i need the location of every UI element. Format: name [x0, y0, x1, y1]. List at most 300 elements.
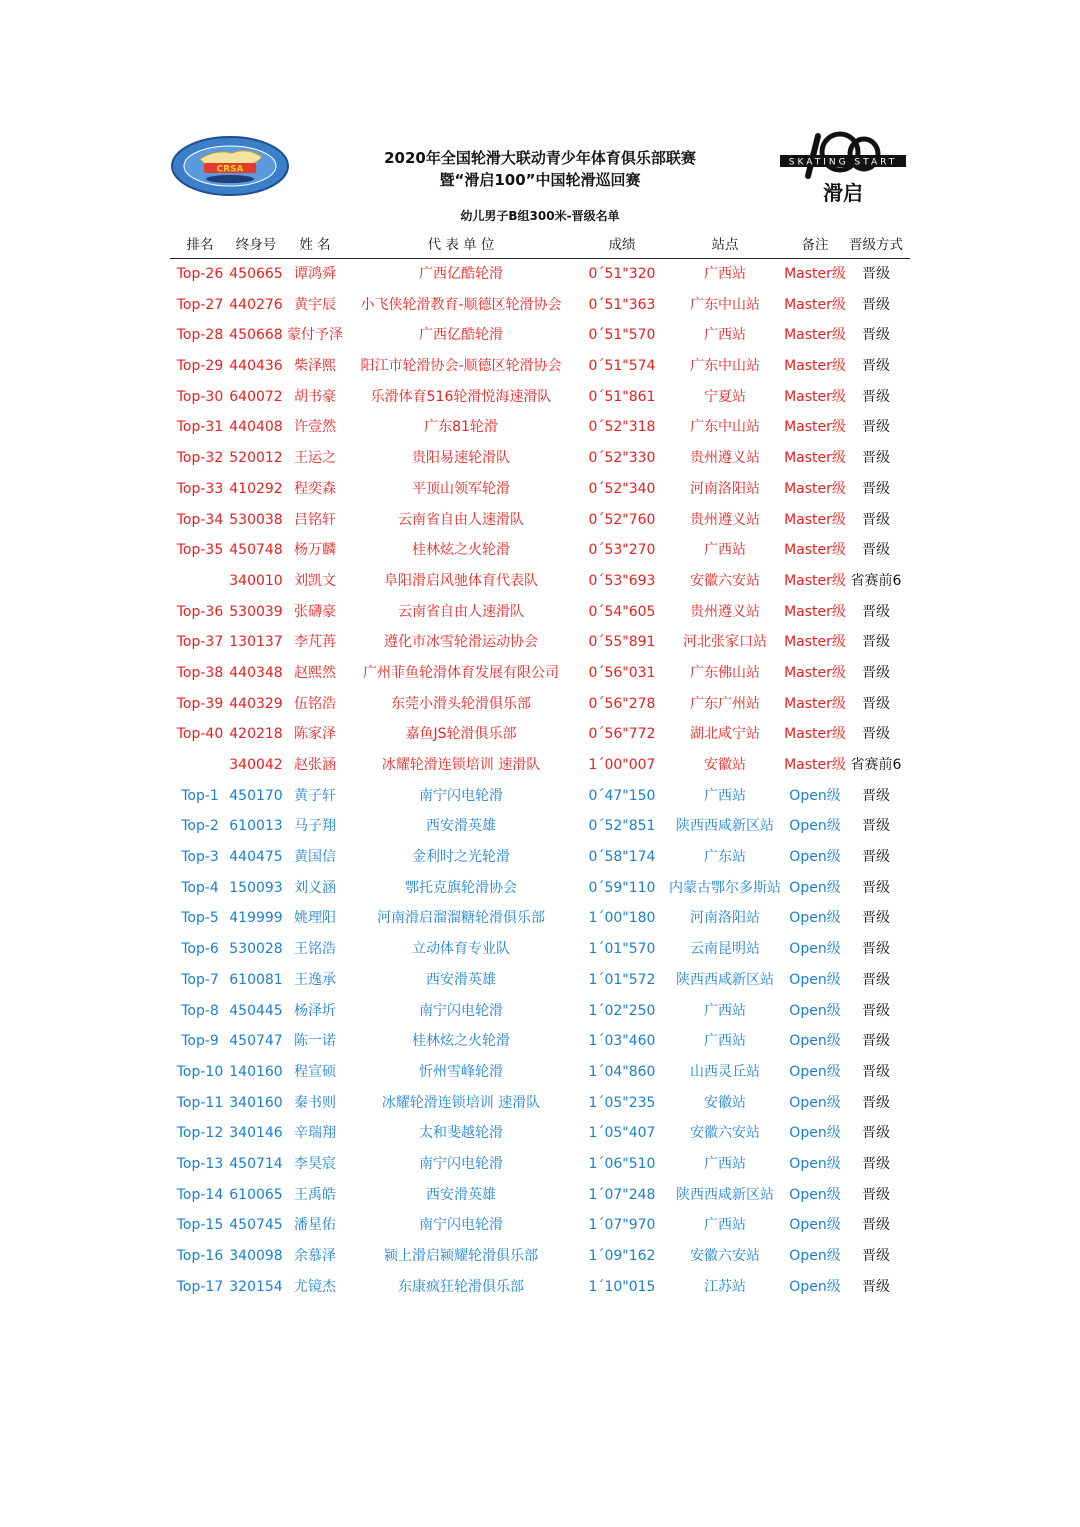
unit-cell: 云南省自由人速滑队	[398, 603, 524, 620]
name-cell: 黄子轩	[294, 787, 336, 804]
name-cell: 程奕森	[294, 480, 336, 497]
advance-cell: 晋级	[862, 695, 890, 712]
name-cell: 胡书豪	[294, 388, 336, 405]
rank-cell: Top-12	[176, 1125, 224, 1142]
id-cell: 150093	[229, 879, 283, 896]
advance-cell: 晋级	[862, 1033, 890, 1050]
unit-cell: 乐滑体育516轮滑悦海速滑队	[370, 388, 552, 405]
unit-cell: 小飞侠轮滑教育-顺德区轮滑协会	[360, 296, 562, 313]
id-cell: 610065	[229, 1186, 283, 1203]
score-cell: 1´04"860	[588, 1063, 656, 1080]
rank-cell: Top-8	[181, 1002, 219, 1019]
rank-cell: Top-31	[176, 419, 224, 436]
table-header	[170, 232, 910, 259]
note-cell: Master级	[784, 511, 846, 528]
advance-cell: 晋级	[862, 1186, 890, 1203]
name-cell: 许壹然	[294, 419, 336, 436]
advance-cell: 晋级	[862, 511, 890, 528]
note-cell: Master级	[784, 388, 846, 405]
unit-cell: 冰耀轮滑连锁培训 速滑队	[381, 1094, 541, 1111]
unit-cell: 西安滑英雄	[426, 971, 496, 988]
name-cell: 姚理阳	[294, 910, 336, 927]
rank-cell: Top-32	[176, 450, 224, 467]
table-row	[170, 750, 910, 781]
name-cell: 杨万麟	[294, 542, 336, 559]
unit-cell: 西安滑英雄	[426, 1186, 496, 1203]
advance-cell: 晋级	[862, 1094, 890, 1111]
note-cell: Master级	[784, 296, 846, 313]
score-cell: 1´09"162	[588, 1248, 656, 1264]
unit-cell: 冰耀轮滑连锁培训 速滑队	[381, 757, 541, 773]
table-row	[170, 412, 910, 443]
id-cell: 340010	[229, 572, 283, 589]
unit-cell: 南宁闪电轮滑	[419, 1002, 503, 1019]
rank-cell: Top-30	[176, 388, 224, 405]
unit-cell: 广西亿酷轮滑	[419, 266, 503, 282]
name-cell: 伍铭浩	[294, 695, 336, 712]
unit-cell: 遵化市冰雪轮滑运动协会	[384, 634, 538, 651]
id-cell: 440475	[229, 849, 283, 866]
advance-cell: 晋级	[862, 849, 890, 866]
rank-cell: Top-38	[176, 664, 224, 681]
advance-cell: 晋级	[862, 726, 890, 743]
header-name: 姓 名	[299, 237, 331, 253]
note-cell: Open级	[789, 1063, 841, 1080]
rank-cell: Top-14	[176, 1186, 224, 1203]
id-cell: 450748	[229, 542, 283, 559]
table-row	[170, 1210, 910, 1241]
site-cell: 广东佛山站	[690, 664, 760, 681]
header-unit: 代 表 单 位	[427, 237, 495, 253]
note-cell: Master级	[784, 327, 846, 344]
score-cell: 1´03"460	[588, 1033, 656, 1050]
site-cell: 贵州遵义站	[690, 511, 760, 528]
unit-cell: 桂林炫之火轮滑	[412, 542, 510, 559]
id-cell: 610013	[229, 818, 283, 835]
name-cell: 吕铭轩	[294, 511, 336, 528]
note-cell: Open级	[789, 1248, 841, 1264]
site-cell: 广东中山站	[690, 296, 760, 313]
header-id: 终身号	[235, 237, 277, 253]
name-cell: 程宣硕	[294, 1063, 336, 1080]
site-cell: 陕西西咸新区站	[676, 818, 774, 835]
name-cell: 刘凯文	[294, 572, 336, 589]
score-cell: 1´05"235	[588, 1094, 656, 1111]
name-cell: 黄宇辰	[294, 296, 336, 313]
score-cell: 0´55"891	[588, 634, 656, 651]
site-cell: 安徽站	[704, 757, 746, 773]
advance-cell: 晋级	[862, 388, 890, 405]
note-cell: Open级	[789, 1186, 841, 1203]
table-row	[170, 873, 910, 904]
id-cell: 340160	[229, 1094, 283, 1111]
note-cell: Open级	[789, 1002, 841, 1019]
site-cell: 安徽六安站	[690, 572, 760, 589]
name-cell: 李芃苒	[294, 634, 336, 651]
advance-cell: 晋级	[862, 1217, 890, 1234]
note-cell: Master级	[784, 695, 846, 712]
note-cell: Master级	[784, 572, 846, 589]
table-row	[170, 689, 910, 720]
table-row	[170, 781, 910, 812]
unit-cell: 南宁闪电轮滑	[419, 1155, 503, 1172]
id-cell: 450665	[229, 266, 283, 282]
skating-start-logo-icon	[778, 128, 908, 208]
unit-cell: 西安滑英雄	[426, 818, 496, 835]
header-score: 成绩	[608, 237, 636, 253]
rank-cell: Top-5	[181, 910, 219, 927]
skating-start-logo-text: SKATING START	[788, 157, 898, 168]
rank-cell: Top-37	[176, 634, 224, 651]
name-cell: 柴泽熙	[294, 358, 336, 375]
advance-cell: 省赛前6	[850, 572, 902, 589]
advance-cell: 晋级	[862, 419, 890, 436]
unit-cell: 广西亿酷轮滑	[419, 327, 503, 344]
header-site: 站点	[711, 237, 739, 253]
unit-cell: 金利时之光轮滑	[412, 849, 510, 866]
name-cell: 蒙付予泽	[287, 327, 343, 344]
table-row	[170, 1241, 910, 1272]
advance-cell: 晋级	[862, 1002, 890, 1019]
name-cell: 余慕泽	[294, 1248, 336, 1264]
name-cell: 王禹皓	[294, 1186, 336, 1203]
site-cell: 广西站	[704, 1155, 746, 1172]
score-cell: 1´00"180	[588, 910, 656, 927]
note-cell: Open级	[789, 941, 841, 958]
unit-cell: 东莞小滑头轮滑俱乐部	[391, 695, 531, 712]
table-row	[170, 996, 910, 1027]
name-cell: 赵熙然	[294, 664, 336, 681]
advance-cell: 晋级	[862, 450, 890, 467]
unit-cell: 立动体育专业队	[412, 941, 510, 958]
note-cell: Master级	[784, 603, 846, 620]
id-cell: 530038	[229, 511, 283, 528]
site-cell: 安徽站	[704, 1094, 746, 1111]
table-row	[170, 566, 910, 597]
results-table	[170, 232, 910, 1302]
rank-cell: Top-36	[176, 603, 224, 620]
advance-cell: 晋级	[862, 971, 890, 988]
id-cell: 520012	[229, 450, 283, 467]
table-row	[170, 1026, 910, 1057]
unit-cell: 南宁闪电轮滑	[419, 787, 503, 804]
score-cell: 1´05"407	[588, 1125, 656, 1142]
table-row	[170, 1272, 910, 1303]
note-cell: Master级	[784, 450, 846, 467]
note-cell: Master级	[784, 358, 846, 375]
score-cell: 1´07"970	[588, 1217, 656, 1234]
score-cell: 1´06"510	[588, 1155, 656, 1172]
unit-cell: 太和斐越轮滑	[419, 1125, 503, 1142]
id-cell: 440329	[229, 695, 283, 712]
site-cell: 河南洛阳站	[690, 910, 760, 927]
table-row	[170, 474, 910, 505]
rank-cell: Top-13	[176, 1155, 224, 1172]
name-cell: 黄国信	[294, 849, 336, 866]
advance-cell: 省赛前6	[850, 757, 902, 773]
table-row	[170, 290, 910, 321]
id-cell: 450170	[229, 787, 283, 804]
name-cell: 辛瑞翔	[294, 1125, 336, 1142]
table-row	[170, 1180, 910, 1211]
score-cell: 1´00"007	[588, 757, 656, 773]
table-row	[170, 597, 910, 628]
site-cell: 河北张家口站	[683, 634, 767, 651]
table-row	[170, 351, 910, 382]
advance-cell: 晋级	[862, 1155, 890, 1172]
site-cell: 安徽六安站	[690, 1125, 760, 1142]
table-row	[170, 842, 910, 873]
table-row	[170, 1118, 910, 1149]
note-cell: Open级	[789, 1217, 841, 1234]
score-cell: 0´51"570	[588, 327, 656, 344]
score-cell: 0´53"270	[588, 542, 656, 559]
unit-cell: 忻州雪峰轮滑	[419, 1063, 503, 1080]
score-cell: 0´52"851	[588, 818, 656, 835]
table-row	[170, 934, 910, 965]
score-cell: 0´51"574	[588, 358, 656, 375]
id-cell: 140160	[229, 1063, 283, 1080]
unit-cell: 阜阳滑启风驰体育代表队	[384, 572, 538, 589]
score-cell: 0´52"318	[588, 419, 656, 436]
unit-cell: 河南滑启溜溜糖轮滑俱乐部	[377, 910, 545, 927]
header-note: 备注	[801, 237, 829, 253]
id-cell: 450747	[229, 1033, 283, 1050]
advance-cell: 晋级	[862, 910, 890, 927]
table-row	[170, 811, 910, 842]
note-cell: Master级	[784, 634, 846, 651]
advance-cell: 晋级	[862, 787, 890, 804]
name-cell: 刘义涵	[294, 879, 336, 896]
site-cell: 宁夏站	[704, 388, 746, 405]
advance-cell: 晋级	[862, 480, 890, 497]
advance-cell: 晋级	[862, 1278, 890, 1295]
table-row	[170, 535, 910, 566]
header-advance: 晋级方式	[849, 237, 903, 253]
score-cell: 0´52"330	[588, 450, 656, 467]
site-cell: 安徽六安站	[690, 1248, 760, 1264]
id-cell: 340146	[229, 1125, 283, 1142]
table-row	[170, 382, 910, 413]
id-cell: 420218	[229, 726, 283, 743]
unit-cell: 鄂托克旗轮滑协会	[405, 879, 517, 896]
id-cell: 450745	[229, 1217, 283, 1234]
skating-start-logo-sub: 滑启	[823, 181, 863, 205]
site-cell: 贵州遵义站	[690, 603, 760, 620]
note-cell: Open级	[789, 971, 841, 988]
advance-cell: 晋级	[862, 603, 890, 620]
id-cell: 440276	[229, 296, 283, 313]
advance-cell: 晋级	[862, 941, 890, 958]
name-cell: 陈家泽	[294, 726, 336, 743]
rank-cell: Top-10	[176, 1063, 224, 1080]
note-cell: Master级	[784, 266, 846, 282]
note-cell: Master级	[784, 419, 846, 436]
score-cell: 0´51"320	[588, 266, 656, 282]
unit-cell: 平顶山领军轮滑	[412, 480, 510, 497]
id-cell: 340098	[229, 1248, 283, 1264]
crsa-logo-icon	[170, 135, 290, 197]
site-cell: 湖北咸宁站	[690, 726, 760, 743]
rank-cell: Top-39	[176, 695, 224, 712]
site-cell: 内蒙古鄂尔多斯站	[669, 879, 781, 896]
name-cell: 谭鸿舜	[294, 266, 336, 282]
site-cell: 江苏站	[704, 1278, 746, 1295]
table-row	[170, 259, 910, 290]
note-cell: Master级	[784, 757, 846, 773]
unit-cell: 阳江市轮滑协会-顺德区轮滑协会	[360, 358, 562, 375]
table-row	[170, 443, 910, 474]
advance-cell: 晋级	[862, 1063, 890, 1080]
id-cell: 440408	[229, 419, 283, 436]
table-row	[170, 320, 910, 351]
advance-cell: 晋级	[862, 1125, 890, 1142]
name-cell: 王铭浩	[294, 941, 336, 958]
table-subtitle: 幼儿男子B组300米-晋级名单	[460, 209, 620, 223]
rank-cell: Top-9	[181, 1033, 219, 1050]
id-cell: 130137	[229, 634, 283, 651]
name-cell: 潘星佑	[294, 1217, 336, 1234]
site-cell: 广西站	[704, 542, 746, 559]
table-row	[170, 658, 910, 689]
site-cell: 广西站	[704, 1033, 746, 1050]
score-cell: 0´56"278	[588, 695, 656, 712]
rank-cell: Top-6	[181, 941, 219, 958]
score-cell: 0´52"760	[588, 511, 656, 528]
name-cell: 秦书则	[294, 1094, 336, 1111]
advance-cell: 晋级	[862, 296, 890, 313]
advance-cell: 晋级	[862, 879, 890, 896]
advance-cell: 晋级	[862, 634, 890, 651]
id-cell: 530039	[229, 603, 283, 620]
rank-cell: Top-33	[176, 480, 224, 497]
score-cell: 0´58"174	[588, 849, 656, 866]
site-cell: 广西站	[704, 1217, 746, 1234]
rank-cell: Top-27	[176, 296, 224, 313]
rank-cell: Top-7	[181, 971, 219, 988]
table-body	[170, 259, 910, 1302]
site-cell: 广东广州站	[690, 695, 760, 712]
id-cell: 530028	[229, 941, 283, 958]
note-cell: Open级	[789, 1278, 841, 1295]
table-row	[170, 1057, 910, 1088]
site-cell: 河南洛阳站	[690, 480, 760, 497]
skating-start-logo	[778, 128, 908, 208]
rank-cell: Top-1	[181, 787, 219, 804]
rank-cell: Top-34	[176, 511, 224, 528]
table-row	[170, 1149, 910, 1180]
name-cell: 王运之	[294, 450, 336, 467]
unit-cell: 云南省自由人速滑队	[398, 511, 524, 528]
score-cell: 1´07"248	[588, 1186, 656, 1203]
unit-cell: 广东81轮滑	[424, 419, 498, 436]
name-cell: 赵张涵	[294, 757, 336, 773]
note-cell: Open级	[789, 1033, 841, 1050]
table-row	[170, 965, 910, 996]
advance-cell: 晋级	[862, 818, 890, 835]
unit-cell: 嘉鱼JS轮滑俱乐部	[405, 726, 517, 743]
note-cell: Open级	[789, 818, 841, 835]
rank-cell: Top-3	[181, 849, 219, 866]
name-cell: 王逸承	[294, 971, 336, 988]
id-cell: 610081	[229, 971, 283, 988]
id-cell: 450668	[229, 327, 283, 344]
header-rank: 排名	[186, 237, 214, 253]
score-cell: 0´47"150	[588, 787, 656, 804]
rank-cell: Top-17	[176, 1278, 224, 1295]
rank-cell: Top-15	[176, 1217, 224, 1234]
crsa-logo	[170, 135, 290, 197]
id-cell: 419999	[229, 910, 283, 927]
advance-cell: 晋级	[862, 542, 890, 559]
table-row	[170, 505, 910, 536]
score-cell: 1´10"015	[588, 1278, 656, 1295]
page-title-line1: 2020年全国轮滑大联动青少年体育俱乐部联赛	[384, 149, 696, 167]
site-cell: 山西灵丘站	[690, 1063, 760, 1080]
note-cell: Master级	[784, 542, 846, 559]
score-cell: 0´59"110	[588, 879, 656, 896]
id-cell: 340042	[229, 757, 283, 773]
rank-cell: Top-2	[181, 818, 219, 835]
site-cell: 广西站	[704, 266, 746, 282]
advance-cell: 晋级	[862, 358, 890, 375]
site-cell: 广西站	[704, 327, 746, 344]
unit-cell: 桂林炫之火轮滑	[412, 1033, 510, 1050]
score-cell: 0´51"363	[588, 296, 656, 313]
note-cell: Open级	[789, 879, 841, 896]
advance-cell: 晋级	[862, 1248, 890, 1264]
score-cell: 1´01"570	[588, 941, 656, 958]
id-cell: 640072	[229, 388, 283, 405]
rank-cell: Top-11	[176, 1094, 224, 1111]
id-cell: 450445	[229, 1002, 283, 1019]
note-cell: Open级	[789, 1094, 841, 1111]
unit-cell: 南宁闪电轮滑	[419, 1217, 503, 1234]
unit-cell: 颍上滑启颍耀轮滑俱乐部	[384, 1248, 538, 1264]
note-cell: Open级	[789, 910, 841, 927]
score-cell: 0´56"772	[588, 726, 656, 743]
name-cell: 陈一诺	[294, 1033, 336, 1050]
site-cell: 广西站	[704, 787, 746, 804]
site-cell: 陕西西咸新区站	[676, 971, 774, 988]
id-cell: 440436	[229, 358, 283, 375]
page-title-line2: 暨“滑启100”中国轮滑巡回赛	[439, 171, 641, 189]
rank-cell: Top-40	[176, 726, 224, 743]
unit-cell: 广州菲鱼轮滑体育发展有限公司	[363, 664, 559, 681]
note-cell: Open级	[789, 1155, 841, 1172]
name-cell: 马子翔	[294, 818, 336, 835]
site-cell: 广东中山站	[690, 358, 760, 375]
note-cell: Master级	[784, 726, 846, 743]
unit-cell: 东康疯狂轮滑俱乐部	[398, 1278, 524, 1295]
site-cell: 贵州遵义站	[690, 450, 760, 467]
id-cell: 410292	[229, 480, 283, 497]
crsa-logo-text: CRSA	[216, 164, 244, 175]
score-cell: 0´54"605	[588, 603, 656, 620]
rank-cell: Top-26	[176, 266, 224, 282]
site-cell: 广西站	[704, 1002, 746, 1019]
note-cell: Open级	[789, 1125, 841, 1142]
score-cell: 1´02"250	[588, 1002, 656, 1019]
id-cell: 440348	[229, 664, 283, 681]
note-cell: Open级	[789, 849, 841, 866]
site-cell: 云南昆明站	[690, 941, 760, 958]
name-cell: 张礴豪	[294, 603, 336, 620]
unit-cell: 贵阳易速轮滑队	[412, 450, 510, 467]
rank-cell: Top-28	[176, 327, 224, 344]
advance-cell: 晋级	[862, 327, 890, 344]
site-cell: 广东站	[704, 849, 746, 866]
